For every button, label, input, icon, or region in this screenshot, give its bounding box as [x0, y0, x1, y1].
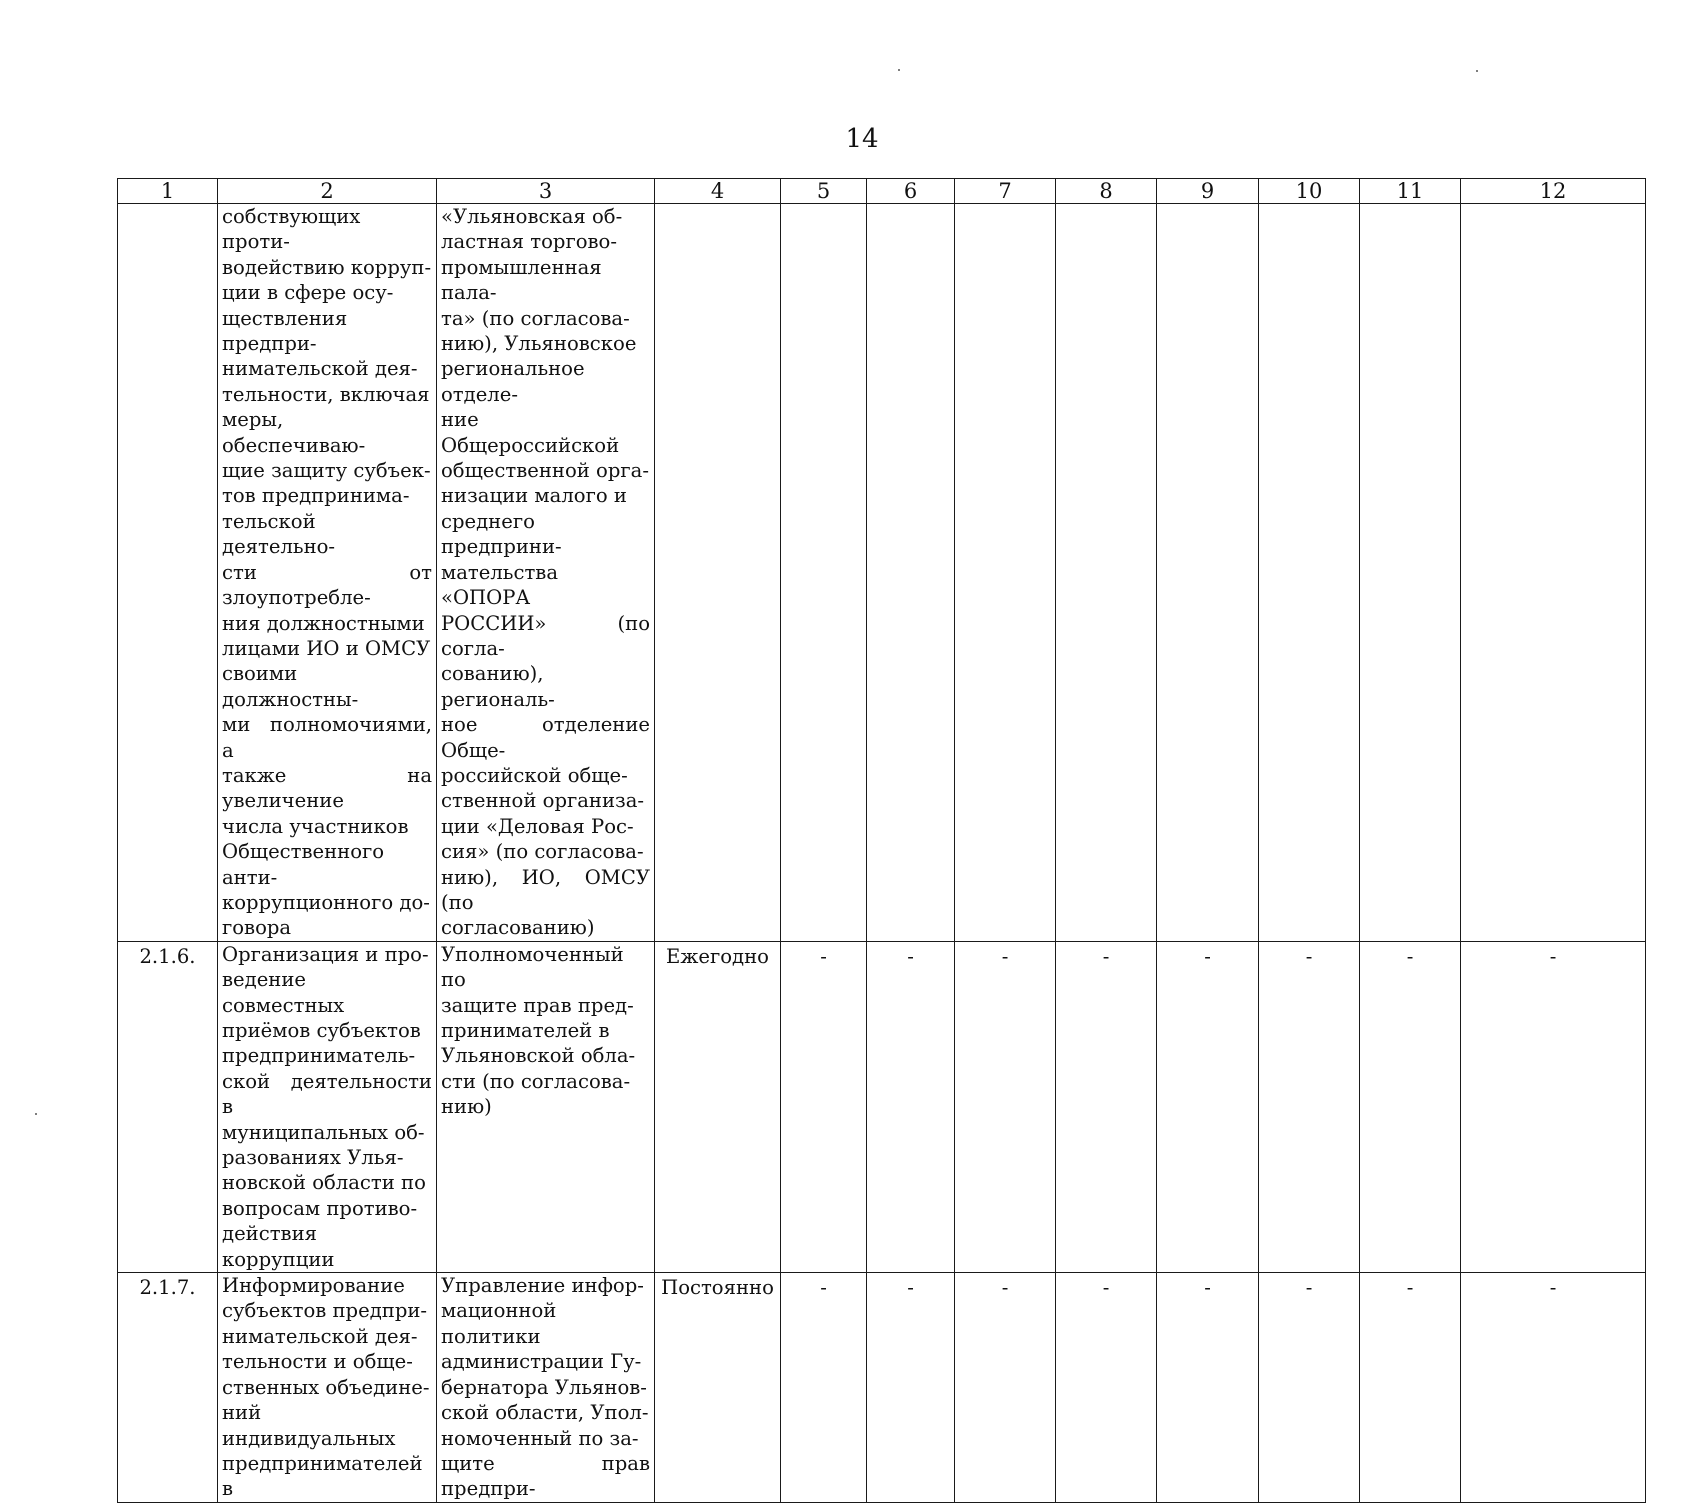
column-number: 10	[1259, 179, 1360, 204]
executors-text-content: Управление инфор- мационной политики администрации Гу- бернатора Ульянов- ской области, Упол- номоченный по за- щите прав предпри-	[441, 1274, 650, 1501]
column-number: 3	[437, 179, 655, 204]
column-number: 5	[781, 179, 867, 204]
value-cell	[781, 204, 867, 942]
table-row	[118, 1273, 1646, 1503]
executors-text	[437, 204, 655, 942]
column-number: 4	[655, 179, 781, 204]
row-number	[118, 204, 218, 942]
value-cell: -	[1056, 941, 1157, 1272]
value-cell	[1259, 204, 1360, 942]
scan-speck	[1476, 70, 1478, 72]
value-cell: -	[955, 941, 1056, 1272]
value-cell: -	[1157, 941, 1259, 1272]
plan-table	[117, 178, 1646, 1503]
column-number: 6	[867, 179, 955, 204]
measure-text-content: собствующих проти- водействию корруп- ции в сфере осу- ществления предпри- нимательской дея- тельности, включая меры, обеспечиваю- щие защиту субъек- тов предпринима- тельской деятельно- сти от злоупотребле- ния должностными лицами ИО и ОМСУ своими должностны- ми полномочиями, а также на увеличение числа участников Общественного анти- коррупционного до- говора	[222, 205, 432, 940]
column-number: 8	[1056, 179, 1157, 204]
measure-text-content: Организация и про- ведение совместных приёмов субъектов предприниматель- ской деятельности в муниципальных об- разованиях Улья- новской области по вопросам противо- действия коррупции	[222, 942, 432, 1271]
value-cell: -	[1259, 1273, 1360, 1503]
executors-text-content: Уполномоченный по защите прав пред- принимателей в Ульяновской обла- сти (по согласова- нию)	[441, 942, 636, 1119]
column-number-row	[118, 179, 1646, 204]
period-cell: Постоянно	[655, 1273, 781, 1503]
column-number: 9	[1157, 179, 1259, 204]
column-number: 11	[1360, 179, 1461, 204]
page-number: 14	[845, 124, 879, 154]
value-cell	[1360, 204, 1461, 942]
value-cell	[1461, 204, 1646, 942]
value-cell: -	[1360, 941, 1461, 1272]
scan-speck	[898, 69, 900, 71]
scan-speck	[35, 1113, 37, 1115]
value-cell: -	[781, 1273, 867, 1503]
value-cell: -	[1360, 1273, 1461, 1503]
measure-text	[218, 1273, 437, 1503]
value-cell	[1056, 204, 1157, 942]
table-row	[118, 204, 1646, 942]
value-cell: -	[1157, 1273, 1259, 1503]
value-cell: -	[781, 941, 867, 1272]
value-cell: -	[1461, 941, 1646, 1272]
column-number: 2	[218, 179, 437, 204]
value-cell: -	[1259, 941, 1360, 1272]
period-cell	[655, 204, 781, 942]
measure-text	[218, 941, 437, 1272]
column-number: 7	[955, 179, 1056, 204]
period-cell: Ежегодно	[655, 941, 781, 1272]
row-number: 2.1.6.	[118, 941, 218, 1272]
value-cell	[867, 204, 955, 942]
table-row	[118, 941, 1646, 1272]
column-number: 1	[118, 179, 218, 204]
value-cell: -	[867, 1273, 955, 1503]
executors-text	[437, 941, 655, 1272]
column-number: 12	[1461, 179, 1646, 204]
measure-text-content: Информирование субъектов предпри- нимательской дея- тельности и обще- ственных объедине- ний индивидуальных предпринимателей в	[222, 1274, 430, 1501]
executors-text	[437, 1273, 655, 1503]
executors-text-content: «Ульяновская об- ластная торгово- промышленная пала- та» (по согласова- нию), Ульяновское региональное отделе- ние Общероссийской общественной орга- низации малого и среднего предприни- мательства «ОПОРА РОССИИ» (по согла- сованию), региональ- ное отделение Обще- российской обще- ственной организа- ции «Деловая Рос- сия» (по согласова- нию), ИО, ОМСУ (по согласованию)	[441, 205, 650, 940]
value-cell: -	[955, 1273, 1056, 1503]
value-cell	[1157, 204, 1259, 942]
value-cell: -	[1461, 1273, 1646, 1503]
value-cell: -	[1056, 1273, 1157, 1503]
row-number: 2.1.7.	[118, 1273, 218, 1503]
value-cell: -	[867, 941, 955, 1272]
measure-text	[218, 204, 437, 942]
value-cell	[955, 204, 1056, 942]
